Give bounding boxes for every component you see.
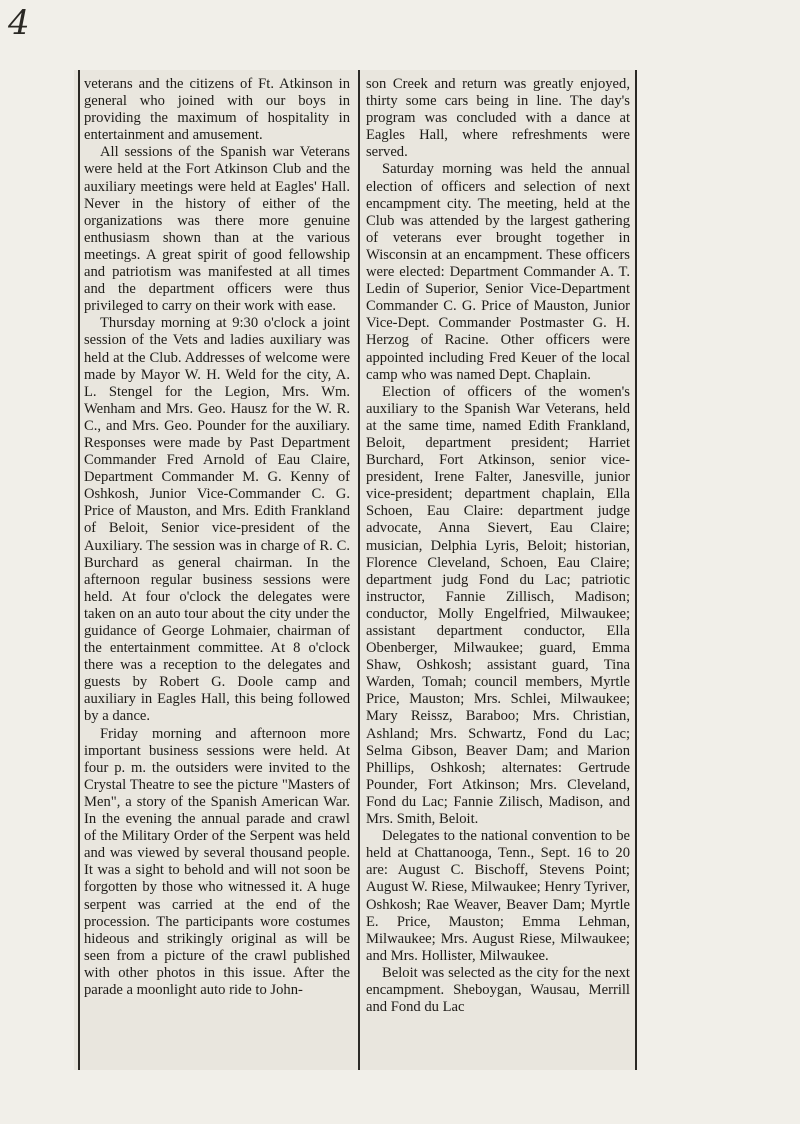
column-rule-center xyxy=(358,70,360,1070)
column-rule-left xyxy=(78,70,80,1070)
paragraph: Delegates to the national convention to be held at Chattanooga, Tenn., Sept. 16 to 20 are: August C. Bischoff, Stevens Point; August W. Riese, Milwaukee; Henry Tyriver, Oshkosh; Rae Weaver, Beaver Dam; Myrtle E. Price, Mauston; Emma Lehman, Milwaukee; Mrs. August Riese, Milwaukee; and Mrs. Hollister, Milwaukee. xyxy=(366,828,631,964)
paragraph: Friday morning and afternoon more important business sessions were held. At four p. m. the outsiders were invited to the Crystal Theatre to see the picture "Masters of Men", a story of the Spanish American War. In the evening the annual parade and crawl of the Military Order of the Serpent was held and was viewed by several thousand people. It was a sight to behold and will not soon be forgotten by those who witnessed it. A huge serpent was carried at the end of the procession. The participants wore costumes hideous and strikingly original as will be seen from a picture of the crawl published with other photos in this issue. After the parade a moonlight auto ride to John- xyxy=(84,725,350,998)
paragraph: son Creek and return was greatly enjoyed, thirty some cars being in line. The day's program was concluded with a dance at Eagles Hall, where refreshments were served. xyxy=(366,76,630,161)
paragraph: veterans and the citizens of Ft. Atkinson in general who joined with our boys in providing the maximum of hospitality in entertainment and amusement. xyxy=(84,76,350,144)
paragraph: All sessions of the Spanish war Veterans were held at the Fort Atkinson Club and the auxiliary meetings were held at Eagles' Hall. Never in the history of either of the organizations was there more genuine enthusiasm shown than at the various meetings. A great spirit of good fellowship and patriotism was manifested at all times and the department officers were thus privileged to carry on their work with ease. xyxy=(84,144,350,315)
paragraph: Beloit was selected as the city for the next encampment. Sheboygan, Wausau, Merrill and Fond du Lac xyxy=(366,964,630,1016)
paragraph: Saturday morning was held the annual election of officers and selection of next encampment city. The meeting, held at the Club was attended by the largest gathering of veterans ever brought together in Wisconsin at an encampment. These officers were elected: Department Commander A. T. Ledin of Superior, Senior Vice-Department Commander C. G. Price of Mauston, Junior Vice-Dept. Commander Postmaster G. H. Herzog of Racine. Other officers were appointed including Fred Keuer of the local camp who was named Dept. Chaplain. xyxy=(366,161,630,383)
article-column-right xyxy=(366,76,630,1016)
page-number: 4 xyxy=(8,3,30,43)
paragraph: Thursday morning at 9:30 o'clock a joint session of the Vets and ladies auxiliary was held at the Club. Addresses of welcome were made by Mayor W. H. Weld for the city, A. L. Stengel for the Legion, Mrs. Wm. Wenham and Mrs. Geo. Hausz for the W. R. C., and Mrs. Geo. Pounder for the auxiliary. Responses were made by Past Department Commander Fred Arnold of Eau Claire, Department Commander M. G. Kenny of Oshkosh, Junior Vice-Commander C. G. Price of Mauston, and Mrs. Edith Frankland of Beloit, Senior vice-president of the Auxiliary. The session was in charge of R. C. Burchard as general chairman. In the afternoon regular business sessions were held. At four o'clock the delegates were taken on an auto tour about the city under the guidance of George Lohmaier, chairman of the entertainment committee. At 8 o'clock there was a reception to the delegates and guests by Robert G. Doole camp and auxiliary in Eagles Hall, this being followed by a dance. xyxy=(84,315,350,725)
column-rule-right xyxy=(635,70,637,1070)
paragraph: Election of officers of the women's auxiliary to the Spanish War Veterans, held at the same time, named Edith Frankland, Beloit, department president; Harriet Burchard, Fort Atkinson, senior vice-president, Irene Falter, Janesville, junior vice-president; department chaplain, Ella Schoen, Eau Claire: department judge advocate, Anna Sievert, Eau Claire; musician, Delphia Lyris, Beloit; historian, Florence Cleveland, Schoen, Eau Claire; department judg Fond du Lac; patriotic instructor, Fannie Zillisch, Madison; conductor, Molly Engelfried, Milwaukee; assistant department conductor, Ella Obenberger, Milwaukee; guard, Emma Shaw, Oshkosh; assistant guard, Tina Warden, Tomah; council members, Myrtle Price, Mauston; Mrs. Schlei, Milwaukee; Mary Reissz, Baraboo; Mrs. Christian, Ashland; Mrs. Schwartz, Fond du Lac; Selma Gibson, Beaver Dam; and Marion Phillips, Oshkosh; alternates: Gertrude Pounder, Fort Atkinson; Mrs. Cleveland, Fond du Lac; Fannie Zilisch, Madison, and Mrs. Smith, Beloit. xyxy=(366,383,630,828)
article-column-left xyxy=(84,76,350,999)
newspaper-clipping xyxy=(74,70,637,1070)
